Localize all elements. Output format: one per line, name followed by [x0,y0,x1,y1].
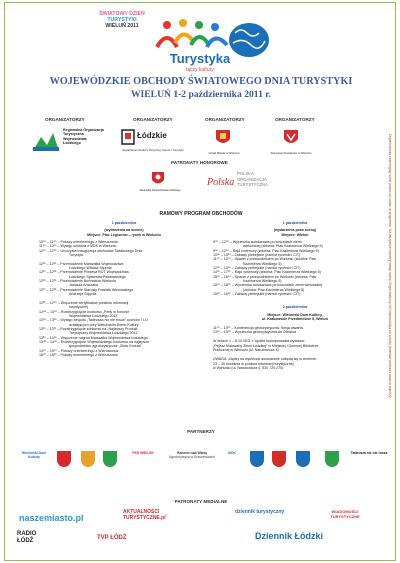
day1b-column [213,221,377,370]
program-row: 15⁰⁰ – 16⁰⁰ – Zabawy plebejskie (namiot rycerski i CIT) [213,292,301,297]
program-row: (zbiórka: Plac Kazimierza Wielkiego 5) [243,287,305,292]
partner-name: PKS WIELUŃ [132,451,154,455]
program-row: turystycznej [69,305,88,310]
partner-logo [77,443,99,475]
crest-icon [81,451,95,467]
program-row: 11⁰⁰ – 13⁰⁰ – Konferencja geoturystyczna. Sesja otwarta. [213,325,304,330]
organizer-lodzkie: Łódzkie [137,131,167,140]
organizer-urzad: Urząd Miasta w Wieluniu [208,151,240,155]
program-row: 15⁰⁰ – 18⁰⁰ – Wycieczka autokarowa po kościołach ziemi wieluńskiej [213,283,323,288]
program-row: 13⁰⁰ – 13¹⁵ – Występ zespołu „Tadeusza nic nie rusza” uczniów I LO [39,318,148,323]
partner-logo [121,443,165,475]
program-row: 10⁰⁰ – 10³⁰ – Zabawy plebejskie (namiot rycerski i CIT) [213,253,301,258]
day1b-place: Miejsce: Wieluń [281,232,309,237]
program-row: Publicznej w Wieluniu (ul. Narutowicza 4) [213,347,279,352]
page-subtitle: WIELUŃ 1-2 października 2011 r. [130,89,272,100]
program-row: 12⁰⁰ – 13⁰⁰ – Zabawy plebejskie (namiot rycerski i CIT) [213,266,301,271]
organizers-label-3: ORGANIZATORZY [205,117,245,122]
program-row: w Wieluniu (ul. Narutowicza 4, 530 720 270) [213,365,284,370]
program-row: Andrzeja Stępnia [69,292,97,297]
lodzkie-logo-icon [121,129,135,145]
program-row: 15⁰⁰ – 16⁰⁰ – Spacer z przewodnikiem po Wieluniu (zbiórka: Plac [213,274,317,279]
program-row: działających przy Wieluńskim Domu Kultury [69,322,139,327]
partner-name: MDK [228,451,236,455]
side-note: Organizatorzy zastrzegają sobie prawo do zmian w programie. Na wszystkie imprezy wstęp wolny. Organizatorzy nie odpowiadają za szkody powstałe podczas trwania imprezy. [388,134,392,399]
program-row: 23 – 30 września w punkcie informacji turystycznej [213,361,294,366]
partner-logo [17,443,51,475]
brand-tagline: łączy kultury [186,67,214,73]
program-row: Turystyczny Województwa Łódzkiego 2011” [69,331,139,336]
partner-sub: Agroturystyka w Kraszewicach [169,455,215,459]
crest-icon [296,451,310,467]
brand-name: Turystyka [169,51,231,66]
marshal-crest-icon [151,171,165,187]
starostwo-crest-icon [283,129,299,147]
day1-rows [39,240,209,357]
svg-text:Polska: Polska [207,177,235,188]
media-dziennik-lodzki: Dziennik Łódzki [255,531,324,541]
organizers-label-4: ORGANIZATORZY [275,117,315,122]
event-badge [97,11,147,29]
day2-date: 2 października [282,304,308,309]
day2-rows [213,326,377,335]
program-row: Janusza Antczaka [69,283,98,288]
organizer-starostwo: Starostwo Powiatowe w Wieluniu [270,151,312,155]
page-title: WOJEWÓDZKIE OBCHODY ŚWIATOWEGO DNIA TURYSTYKI [49,76,353,87]
partner-logo [291,443,315,475]
day1b-rows [213,240,377,296]
partner-logo [53,443,75,475]
partners-label: PARTNERZY [187,429,215,434]
program-row: 12¹⁵ – 12²⁰ – Przemówienie Marszałka Województwa [39,261,124,266]
honor-marshal: Marszałek Województwa Łódzkiego [139,189,181,192]
polska-logo-icon [205,171,235,191]
program-row: 13¹⁵ – 13³⁰ – Rozstrzygnięcie konkursu na „Najlepszy Produkt [39,326,138,331]
day2-place2: ul. Krakowskie Przedmieście 5, Wieluń [262,317,328,322]
partner-logo [219,443,245,475]
organizer-lodzkie-sub: Departament Kultury Fizycznej, Sportu i Turystyki [122,148,184,152]
program-row: „Pejzaż Malowany Ziemi Łódzkiej” w Miejskiej i Gminnej Bibliotece [213,343,319,348]
partner-name: Rancho nad Wartą [177,451,207,455]
rot-logo-icon [31,127,61,153]
media-naszemiasto: naszemiasto.pl [19,513,84,523]
program-title: RAMOWY PROGRAM OBCHODÓW [159,211,243,217]
crest-icon [325,451,339,467]
day1-column [39,221,209,357]
program-row: 10⁰⁰ – 11⁰⁰ – Pokazy orienteeringu z Wieruszowa [39,240,118,245]
program-row: Kazimierza Wielkiego 5) [243,279,282,284]
partner-logo [101,443,119,475]
poster [4,2,396,561]
program-row: 16⁰⁰ – 16³⁰ – Pokazy orienteeringu z Wieruszowa [39,352,118,357]
partner-logo [167,443,217,475]
day1-date: 1 października [111,221,137,225]
program-row: Łódzkiego Witolda Stępnia [69,266,112,271]
program-row: W dniach 1 – 8.10.2011 r. będzie funkcjonowała wystawa: [213,339,305,344]
partner-logo [317,443,347,475]
partner-logo [269,443,289,475]
media-dziennik-turystyczny: dziennik turystyczny [235,509,285,515]
media-tvp-lodz: TVP ŁÓDŹ [97,535,127,541]
organizer-rot: Regionalna Organizacja Turystyczna Województwa Łódzkiego [63,128,104,145]
day1-note: (wydarzenia na scenie) [104,228,144,233]
media-label: PATRONATY MEDIALNE [174,499,228,504]
media-radio-lodz: RADIO ŁÓDŹ [17,531,37,544]
program-row: 12²⁵ – 12³⁰ – Przemówienie Burmistrza Wielunia [39,279,116,284]
program-row: 12⁰⁰ – 12¹⁵ – Uroczysta inauguracja obchodów Światowego Dnia [39,248,143,253]
program-row: 13³⁰ – 13⁴⁵ – Wręczenie nagród Marszałka Województwa Łódzkiego [39,335,148,340]
organizers-label-1: ORGANIZATORZY [45,117,85,122]
program-row: 13⁴⁵ – 14⁰⁰ – Rozstrzygnięcie Wojewódzkiego konkursu na najlepsze [39,339,150,344]
honor-pot: POLSKA ORGANIZACJA TURYSTYCZNA [237,171,268,187]
crest-icon [250,451,264,467]
wielun-crest-icon [215,129,231,147]
media-wiadomosci: WIADOMOŚCI TURYSTYCZNE [330,509,360,519]
program-row: 11⁰⁰ – 12⁰⁰ – Spacer z przewodnikiem po Wieluniu (zbiórka: Plac [213,257,317,262]
program-row: gospodarstwo agroturystyczne „Złota Grusza” [69,344,142,349]
program-row: 14⁰⁰ – 15⁰⁰ – Pokazy orienteeringu z Wieruszowa [39,348,118,353]
program-row: 12²⁰ – 12²⁵ – Przemówienie Prezesa ROT Województwa [39,270,129,275]
day2-uwaga [213,357,377,370]
program-row: 14⁰⁰ – 17⁰⁰ – Rajd rowerowy (zbiórka: Plac Kazimierza Wielkiego 5) [213,270,321,275]
program-row: Kazimierza Wielkiego 5) [243,261,282,266]
program-row: 9⁰⁰ – 12⁰⁰ – Wycieczka autokarowa po kościołach ziemi [213,240,302,245]
day1-place: Miejsce: Plac Legionów – rynek w Wieluniu [87,232,161,237]
program-row: UWAGA: Zapisy na wycieczki autokarowe odbędą się w terminie: [213,357,317,362]
crest-icon [57,451,71,467]
badge-line2: TURYSTYKI [107,17,137,23]
partner-logo [247,443,267,475]
program-row: 13⁰⁰ – 15⁰⁰ – Wycieczka geoturystyczna do Olewina [213,329,297,334]
program-row: Turystyki [69,253,84,258]
media-aktualnosci: AKTUALNOŚCI TURYSTYCZNE.pl [123,509,166,521]
crest-icon [103,451,117,467]
day1b-note: (wydarzenia poza sceną) [273,228,317,233]
organizers-label-2: ORGANIZATORZY [133,117,173,122]
program-row: 12⁴⁵ – 13⁰⁰ – Rozstrzygnięcie konkursu „Perły w Koronie [39,309,130,314]
program-row: Łódzkiego Sylwestra Pawłowskiego [69,274,126,279]
crest-icon [272,451,286,467]
partner-logo [349,443,389,475]
badge-line3: WIELUŃ 2011 [105,23,139,29]
program-row: wieluńskiej (zbiórka: Plac Kazimierza Wielkiego 5) [243,244,323,249]
partner-name: Wieluński Dom Kultury [21,451,47,459]
partner-name: Tadeusza nic nie rusza [350,451,388,455]
day1b-date: 1 października [282,221,308,225]
day2-place: Miejsce: Wieluński Dom Kultury, [267,312,323,317]
program-row: 11⁰⁰ – 12⁰⁰ – Występ solistów z MDK w Wieluniu [39,244,117,249]
program-row: 12³⁰ – 12³⁵ – Przemówienie Starosty Powiatu Wieluńskiego [39,287,134,292]
honor-label: PATRONATY HONOROWE [171,160,228,165]
day2-extra [213,339,377,352]
badge-line1: ŚWIATOWY DZIEŃ [99,11,145,17]
program-row: 9⁰⁰ – 12⁰⁰ – Rajd rowerowy (zbiórka: Plac Kazimierza Wielkiego 5) [213,248,319,253]
program-row: Województwa Łódzkiego 2011” [69,313,119,318]
program-row: 12³⁵ – 12⁴⁵ – Wręczenie certyfikatów punktów informacji [39,300,129,305]
